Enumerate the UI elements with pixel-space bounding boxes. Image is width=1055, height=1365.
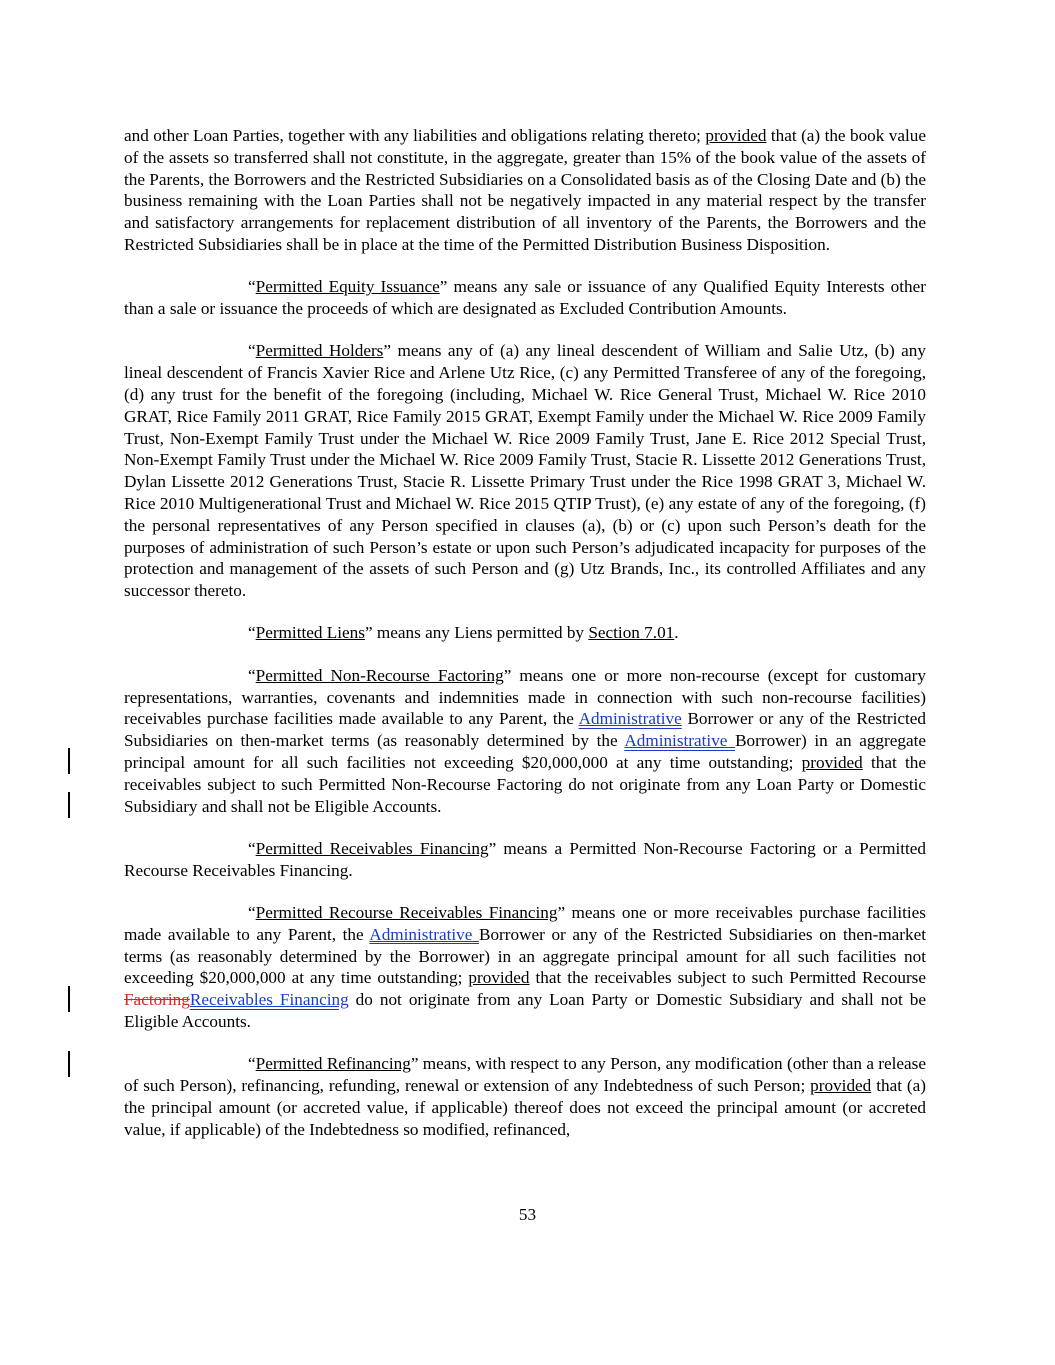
definition-permitted-recourse-receivables-financing: “Permitted Recourse Receivables Financing” means one or more receivables purchase facilities made available to any Parent, the Administrative Borrower or any of the Restricted Subsidiaries on then-market terms (as reasonably determined by the Borrower) in an aggregate principal amount for all such facilities not exceeding $20,000,000 at any time outstanding; provided that the receivables subject to such Permitted Recourse FactoringReceivables Financing do not originate from any Loan Party or Domestic Subsidiary and shall not be Eligible Accounts. [124, 902, 927, 1031]
section-reference: Section 7.01 [588, 623, 675, 643]
defined-term: Permitted Non-Recourse Factoring [255, 665, 504, 685]
defined-term: Permitted Holders [255, 341, 384, 361]
deletion-mark: Factoring [124, 990, 190, 1010]
document-page [124, 125, 926, 1161]
definition-permitted-non-recourse-factoring: “Permitted Non-Recourse Factoring” means one or more non-recourse (except for customary representations, warranties, covenants and indemnities made in connection with such non-recourse facilities) receivables purchase facilities made available to any Parent, the Administrative Borrower or any of the Restricted Subsidiaries on then-market terms (as reasonably determined by the Administrative Borrower) in an aggregate principal amount for all such facilities not exceeding $20,000,000 at any time outstanding; provided that the receivables subject to such Permitted Non-Recourse Factoring do not originate from any Loan Party or Domestic Subsidiary and shall not be Eligible Accounts. [124, 665, 927, 816]
definition-permitted-equity-issuance: “Permitted Equity Issuance” means any sale or issuance of any Qualified Equity Interests other than a sale or issuance the proceeds of which are designated as Excluded Contribution Amounts. [124, 277, 926, 319]
definition-permitted-liens: “Permitted Liens” means any Liens permitted by Section 7.01. [248, 623, 679, 643]
insertion-mark: Administrative [369, 924, 479, 944]
change-bar [68, 1051, 70, 1077]
provided-term: provided [801, 752, 863, 772]
provided-term: provided [810, 1075, 872, 1095]
provided-term: provided [468, 968, 530, 988]
provided-term: provided [705, 126, 767, 145]
defined-term: Permitted Equity Issuance [255, 277, 440, 297]
definition-permitted-receivables-financing: “Permitted Receivables Financing” means a Permitted Non-Recourse Factoring or a Permitted Recourse Receivables Financing. [124, 838, 927, 880]
page-number: 53 [518, 1205, 537, 1224]
defined-term: Permitted Receivables Financing [255, 838, 489, 858]
insertion-mark: Administrative [578, 709, 682, 729]
definition-permitted-holders: “Permitted Holders” means any of (a) any lineal descendent of William and Salie Utz, (b) any lineal descendent of Francis Xavier Rice and Arlene Utz Rice, (c) any Permitted Transferee of any of the foregoing, (d) any trust for the benefit of the foregoing (including, Michael W. Rice General Trust, Michael W. Rice 2010 GRAT, Rice Family 2011 GRAT, Rice Family 2015 GRAT, Exempt Family under the Michael W. Rice 2009 Family Trust, Non-Exempt Family Trust under the Michael W. Rice 2009 Family Trust, Jane E. Rice 2012 Special Trust, Non-Exempt Family Trust under the Michael W. Rice 2009 Family Trust, Stacie R. Lissette 2012 Generations Trust, Dylan Lissette 2012 Generations Trust, Stacie R. Lissette Primary Trust under the Rice 1998 GRAT 3, Michael W. Rice 2010 Multigenerational Trust and Michael W. Rice 2015 QTIP Trust), (e) any estate of any of the foregoing, (f) the personal representatives of any Person specified in clauses (a), (b) or (c) upon such Person’s death for the purposes of administration of such Person’s estate or upon such Person’s adjudicated incapacity for purposes of the protection and management of the assets of such Person and (g) Utz Brands, Inc., its controlled Affiliates and any successor thereto. [124, 341, 926, 601]
insertion-mark: Receivables Financing [189, 990, 349, 1010]
defined-term: Permitted Liens [255, 623, 365, 643]
change-bar [68, 792, 70, 818]
defined-term: Permitted Recourse Receivables Financing [255, 902, 558, 922]
insertion-mark: Administrative [624, 731, 736, 751]
definition-permitted-refinancing: “Permitted Refinancing” means, with respect to any Person, any modification (other than a release of such Person), refinancing, refunding, renewal or extension of any Indebtedness of such Person; provided that (a) the principal amount (or accreted value, if applicable) thereof does not exceed the principal amount (or accreted value, if applicable) of the Indebtedness so modified, refinanced, [124, 1054, 926, 1139]
change-bar [68, 986, 70, 1012]
paragraph-distribution-disposition: and other Loan Parties, together with any liabilities and obligations relating thereto; provided that (a) the book value of the assets so transferred shall not constitute, in the aggregate, greater than 15% of the book value of the assets of the Parents, the Borrowers and the Restricted Subsidiaries on a Consolidated basis as of the Closing Date and (b) the business remaining with the Loan Parties shall not be negatively impacted in any material respect by the transfer and satisfactory arrangements for replacement distribution of all inventory of the Parents, the Borrowers and the Restricted Subsidiaries shall be in place at the time of the Permitted Distribution Business Disposition. [124, 126, 926, 254]
defined-term: Permitted Refinancing [255, 1054, 411, 1074]
change-bar [68, 748, 70, 774]
